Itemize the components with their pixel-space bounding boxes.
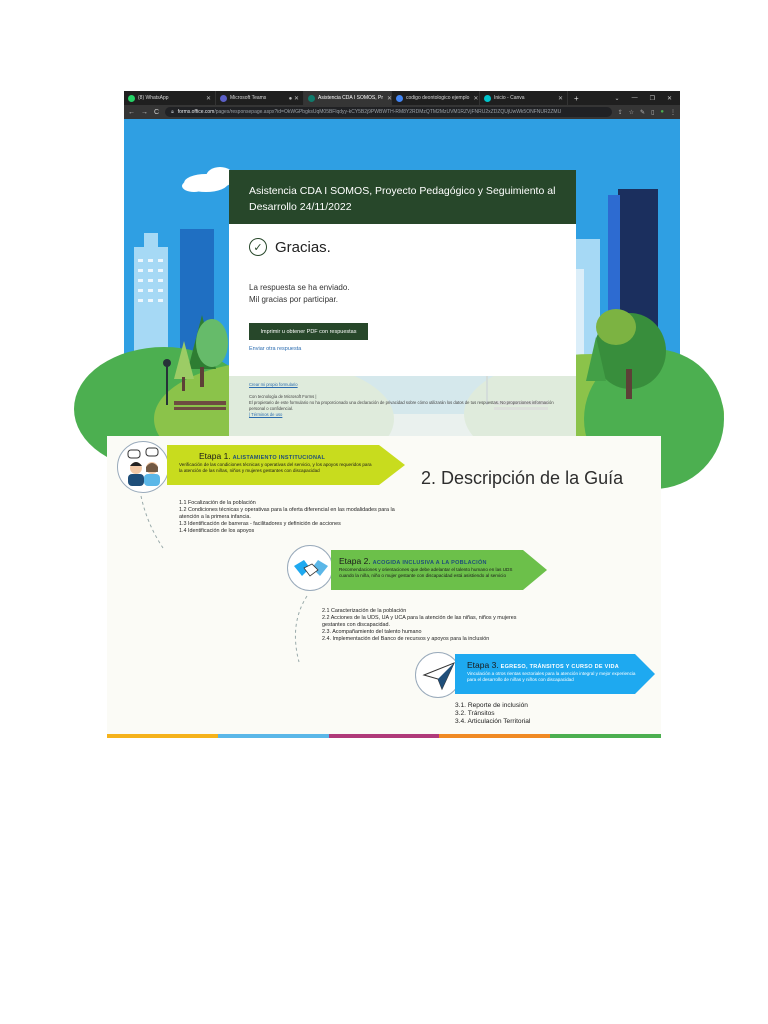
list-item: 1.2 Condiciones técnicas y operativas para la oferta diferencial en las modalidades para la atención a la primera infancia. [179, 507, 395, 520]
profile-icon[interactable]: ● [660, 108, 664, 115]
response-message: La respuesta se ha enviado. Mil gracias por participar. [249, 283, 350, 304]
close-icon[interactable]: ✕ [473, 95, 479, 102]
close-icon[interactable]: ✕ [205, 95, 211, 102]
thanks-heading: ✓ Gracias. [249, 238, 331, 256]
stage1-connector [137, 494, 167, 550]
close-icon[interactable]: ✕ [387, 95, 393, 102]
form-title: Asistencia CDA I SOMOS, Proyecto Pedagógico y Seguimiento al Desarrollo 24/11/2022 [249, 185, 556, 213]
stage1-description: Verificación de las condiciones técnicas y operativas del servicio, y los apoyos requeridos para la atención de las niñas, niños y mujeres gestantes con discapacidad [179, 462, 372, 473]
list-item: 2.2 Acciones de la UDS, UA y UCA para la atención de las niñas, niños y mujeres gestantes con discapacidad. [322, 615, 517, 628]
list-item: 3.4. Articulación Territorial [455, 718, 531, 725]
reload-icon[interactable]: C [154, 108, 160, 116]
back-icon[interactable]: ← [128, 108, 135, 116]
stage1-title: Etapa 1. ALISTAMIENTO INSTITUCIONAL [199, 451, 326, 461]
stage1-items [179, 500, 405, 535]
stage2-items [322, 608, 518, 643]
forward-icon[interactable]: → [141, 108, 148, 116]
stage3-title: Etapa 3. EGRESO, TRÁNSITOS Y CURSO DE VIDA [467, 660, 620, 670]
minimize-icon[interactable]: — [631, 94, 638, 101]
close-window-icon[interactable]: ✕ [666, 95, 672, 102]
form-footer [229, 376, 576, 436]
color-bar-segment [550, 734, 661, 738]
stage2-connector [285, 594, 315, 664]
close-icon[interactable]: ● ✕ [288, 95, 299, 102]
print-pdf-button[interactable]: Imprimir u obtener PDF con respuestas [249, 323, 368, 340]
color-bar-segment [218, 734, 329, 738]
color-bar-segment [107, 734, 218, 738]
slide-title: 2. Descripción de la Guía [421, 468, 624, 488]
chevron-down-icon[interactable]: ⌄ [614, 95, 620, 102]
forms-background-illustration [124, 119, 680, 417]
browser-tab-bar [124, 91, 680, 105]
terms-link[interactable]: | Términos de uso [249, 412, 283, 417]
stage2-description: Recomendaciones y orientaciones que debe adelantar el talento humano en las UDS cuando la niña, niño o mujer gestante con discapacidad está asistiendo al servicio [339, 567, 513, 578]
check-circle-icon: ✓ [249, 238, 267, 256]
forms-screenshot [124, 91, 680, 417]
extension-icons [618, 109, 676, 116]
create-form-link[interactable]: Crear mi propio formulario [249, 382, 298, 387]
window-controls [615, 95, 680, 102]
list-item: 2.3. Acompañamiento del talento humano [322, 629, 422, 635]
lock-icon: 🔒︎ [171, 109, 174, 115]
send-another-response-link[interactable]: Enviar otra respuesta [249, 346, 302, 352]
stage1-banner [157, 445, 405, 485]
stage3-items [455, 702, 635, 726]
menu-icon[interactable]: ⋮ [670, 109, 676, 116]
tab-teams[interactable]: Microsoft Teams ● ✕ [216, 91, 304, 105]
canva-icon [484, 95, 491, 102]
guide-description-slide [107, 436, 661, 738]
color-bar-segment [439, 734, 550, 738]
privacy-note: El propietario de este formulario no ha proporcionado una declaración de privacidad sobre cómo utilizarán los datos de tus respuestas. No proporciones información personal o confidencial. [249, 400, 554, 411]
powered-by-text: Con tecnología de Microsoft Forms | [249, 394, 317, 399]
tab-forms[interactable]: Asistencia CDA I SOMOS, Pr ✕ [304, 91, 392, 105]
url-input[interactable]: 🔒︎ forms.office.com /pages/responsepage.aspx?id=OkWGPbgksUqM05BFlqdyy-kCY5B2j9PWBWTH-RM8Y2RDMzQTM2MzUVM1RZVjFNRU2xZDZQUjUwWk5ONFNUR2ZMU [165, 107, 612, 117]
list-item: 3.1. Reporte de inclusión [455, 702, 528, 709]
stage2-title: Etapa 2. ACOGIDA INCLUSIVA A LA POBLACIÓN [339, 556, 487, 566]
list-item: 2.4. Implementación del Banco de recursos y apoyos para la inclusión [322, 636, 490, 642]
close-icon[interactable]: ✕ [557, 95, 563, 102]
tab-google[interactable]: codigo deontologico ejemplo ✕ [392, 91, 480, 105]
star-icon[interactable]: ☆ [628, 109, 635, 116]
stage3-banner [441, 654, 655, 694]
stage2-banner [319, 550, 547, 590]
list-item: 1.4 Identificación de los apoyos [179, 528, 255, 534]
share-icon[interactable]: ⇪ [617, 109, 623, 116]
list-item: 1.1 Focalización de la población [179, 500, 256, 506]
tab-whatsapp[interactable]: (8) WhatsApp ✕ [124, 91, 216, 105]
address-bar-row [124, 105, 680, 119]
forms-icon [308, 95, 315, 102]
tab-canva[interactable]: Inicio - Canva ✕ [480, 91, 568, 105]
whatsapp-icon [128, 95, 135, 102]
teams-icon [220, 95, 227, 102]
form-thanks-card [229, 224, 576, 376]
stage3-description: Vinculación a otros rientas sectoriales para la atención integral y mejor experiencia para el desarrollo de niñas y niños con discapacidad [467, 671, 636, 682]
maximize-icon[interactable]: ❐ [649, 95, 655, 102]
new-tab-icon[interactable]: + [574, 93, 579, 103]
form-title-header [229, 170, 576, 224]
sidepanel-icon[interactable]: ▯ [651, 109, 655, 116]
extension-icon[interactable]: ✎ [640, 109, 646, 116]
list-item: 3.2. Tránsitos [455, 710, 495, 717]
color-bar-segment [329, 734, 440, 738]
list-item: 1.3 Identificación de barreras - facilitadores y definición de acciones [179, 521, 341, 527]
slide-color-bar [107, 734, 661, 738]
google-icon [396, 95, 403, 102]
list-item: 2.1 Caracterización de la población [322, 608, 407, 614]
